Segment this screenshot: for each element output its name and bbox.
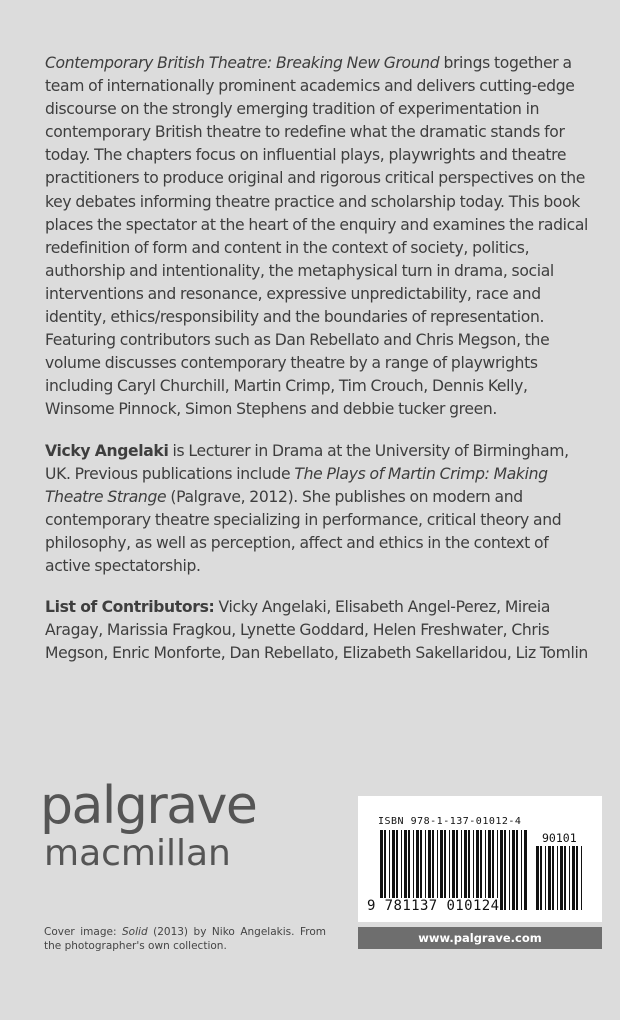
contributors-label: List of Contributors: bbox=[45, 598, 215, 617]
author-name: Vicky Angelaki bbox=[45, 441, 169, 460]
barcode-bar bbox=[509, 830, 510, 910]
barcode-bar bbox=[504, 830, 506, 910]
barcode-bar bbox=[569, 846, 570, 910]
author-bio-paragraph bbox=[45, 440, 593, 579]
barcode-bar bbox=[500, 830, 503, 910]
barcode-bar bbox=[581, 846, 582, 910]
barcode-bar bbox=[576, 846, 578, 910]
barcode-bar bbox=[512, 830, 515, 910]
book-title: Contemporary British Theatre: Breaking New Ground bbox=[45, 54, 440, 72]
barcode-bar bbox=[564, 846, 566, 910]
author-bio-part1: is Lecturer in Drama at the University of Birmingham, UK. Previous publications include bbox=[45, 441, 569, 483]
barcode-bar bbox=[548, 846, 551, 910]
description-body: brings together a team of internationally prominent academics and delivers cutting-edge discourse on the strongly emerging tradition of experimentation in contemporary British theatre to redefine what the dramatic stands for today. The chapters focus on influential plays, playwrights and theatre practitioners to produce original and rigorous critical perspectives on the key debates informing theatre practice and scholarship today. This book places the spectator at the heart of the enquiry and examines the radical redefinition of form and content in the context of society, politics, authorship and intentionality, the metaphysical turn in drama, social interventions and resonance, expressive unpredictability, race and identity, ethics/responsibility and the boundaries of representation. Featuring contributors such as Dan Rebellato and Chris Megson, the volume discusses contemporary theatre by a range of playwrights including Caryl Churchill, Martin Crimp, Tim Crouch, Dennis Kelly, Winsome Pinnock, Simon Stephens and debbie tucker green. bbox=[45, 54, 589, 419]
barcode-bar bbox=[540, 846, 542, 910]
cover-image-credit bbox=[44, 926, 326, 953]
credit-prefix: Cover image: bbox=[44, 926, 123, 938]
barcode-bar bbox=[516, 830, 518, 910]
publisher-logo bbox=[40, 776, 257, 874]
isbn-label: ISBN 978-1-137-01012-4 bbox=[378, 816, 522, 827]
author-bio-part2: (Palgrave, 2012). She publishes on modern and contemporary theatre specializing in performance, critical theory and philosophy, as well as perception, affect and ethics in the context of active spectatorship. bbox=[45, 487, 562, 575]
barcode-bar bbox=[536, 846, 539, 910]
contributors-names: Vicky Angelaki, Elisabeth Angel-Perez, Mireia Aragay, Marissia Fragkou, Lynette Goddard, Helen Freshwater, Chris Megson, Enric Monforte, Dan Rebellato, Elizabeth Sakellaridou, Liz Tomlin bbox=[45, 598, 588, 663]
logo-palgrave: palgrave bbox=[40, 776, 257, 836]
barcode-bar bbox=[521, 830, 522, 910]
barcode-bar bbox=[545, 846, 546, 910]
barcode-bar bbox=[572, 846, 575, 910]
credit-suffix: (2013) by Niko Angelakis. From the photographer's own collection. bbox=[44, 926, 326, 952]
credit-work-title: Solid bbox=[122, 926, 148, 938]
back-cover-text bbox=[45, 52, 593, 683]
contributors-paragraph bbox=[45, 596, 593, 665]
barcode-bar bbox=[560, 846, 563, 910]
ean-digits: 9 781137 010124 bbox=[367, 898, 500, 914]
barcode-box bbox=[358, 796, 602, 922]
publisher-url[interactable]: www.palgrave.com bbox=[358, 927, 602, 949]
barcode-bar bbox=[552, 846, 554, 910]
previous-book-title: The Plays of Martin Crimp: Making Theatre Strange bbox=[45, 464, 548, 506]
barcode-bar bbox=[524, 830, 527, 910]
barcode-bar bbox=[557, 846, 558, 910]
description-paragraph bbox=[45, 52, 593, 422]
logo-macmillan: macmillan bbox=[44, 833, 231, 874]
price-code: 90101 bbox=[542, 831, 577, 845]
